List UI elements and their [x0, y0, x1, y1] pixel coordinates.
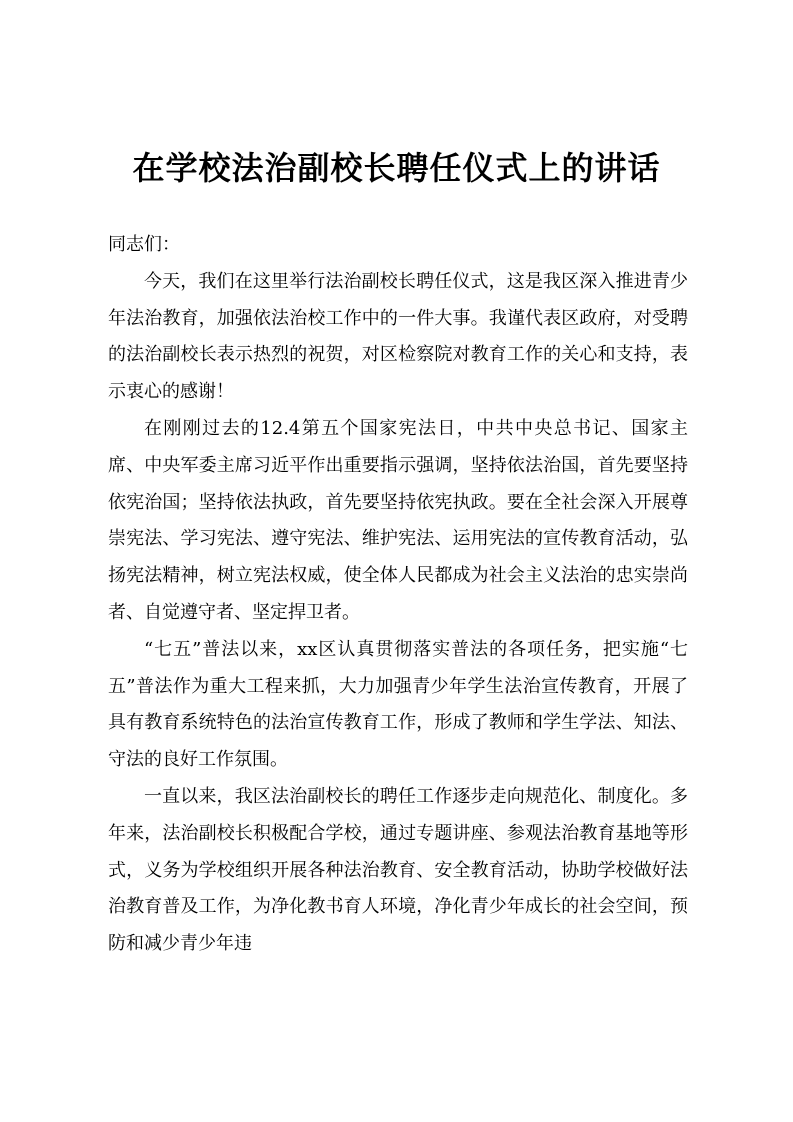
- paragraph-2: 在刚刚过去的12.4第五个国家宪法日，中共中央总书记、国家主席、中央军委主席习近平作出重要指示强调，坚持依法治国，首先要坚持依宪治国；坚持依法执政，首先要坚持依宪执政。要在全社会深入开展尊崇宪法、学习宪法、遵守宪法、维护宪法、运用宪法的宣传教育活动，弘扬宪法精神，树立宪法权威，使全体人民都成为社会主义法治的忠实崇尚者、自觉遵守者、坚定捍卫者。: [108, 417, 688, 623]
- paragraph-3: “七五”普法以来，xx区认真贯彻落实普法的各项任务，把实施“七五”普法作为重大工程来抓，大力加强青少年学生法治宣传教育，开展了具有教育系统特色的法治宣传教育工作，形成了教师和学生学法、知法、守法的良好工作氛围。: [108, 638, 688, 771]
- greeting: 同志们：: [108, 234, 180, 255]
- document-title: 在学校法治副校长聘任仪式上的讲话: [132, 149, 661, 187]
- document-body: [108, 227, 688, 963]
- paragraph-4: 一直以来，我区法治副校长的聘任工作逐步走向规范化、制度化。多年来，法治副校长积极配合学校，通过专题讲座、参观法治教育基地等形式，义务为学校组织开展各种法治教育、安全教育活动，协助学校做好法治教育普及工作，为净化教书育人环境，净化青少年成长的社会空间，预防和减少青少年违: [108, 785, 688, 955]
- paragraph-1: 今天，我们在这里举行法治副校长聘任仪式，这是我区深入推进青少年法治教育，加强依法治校工作中的一件大事。我谨代表区政府，对受聘的法治副校长表示热烈的祝贺，对区检察院对教育工作的关心和支持，表示衷心的感谢！: [108, 270, 688, 403]
